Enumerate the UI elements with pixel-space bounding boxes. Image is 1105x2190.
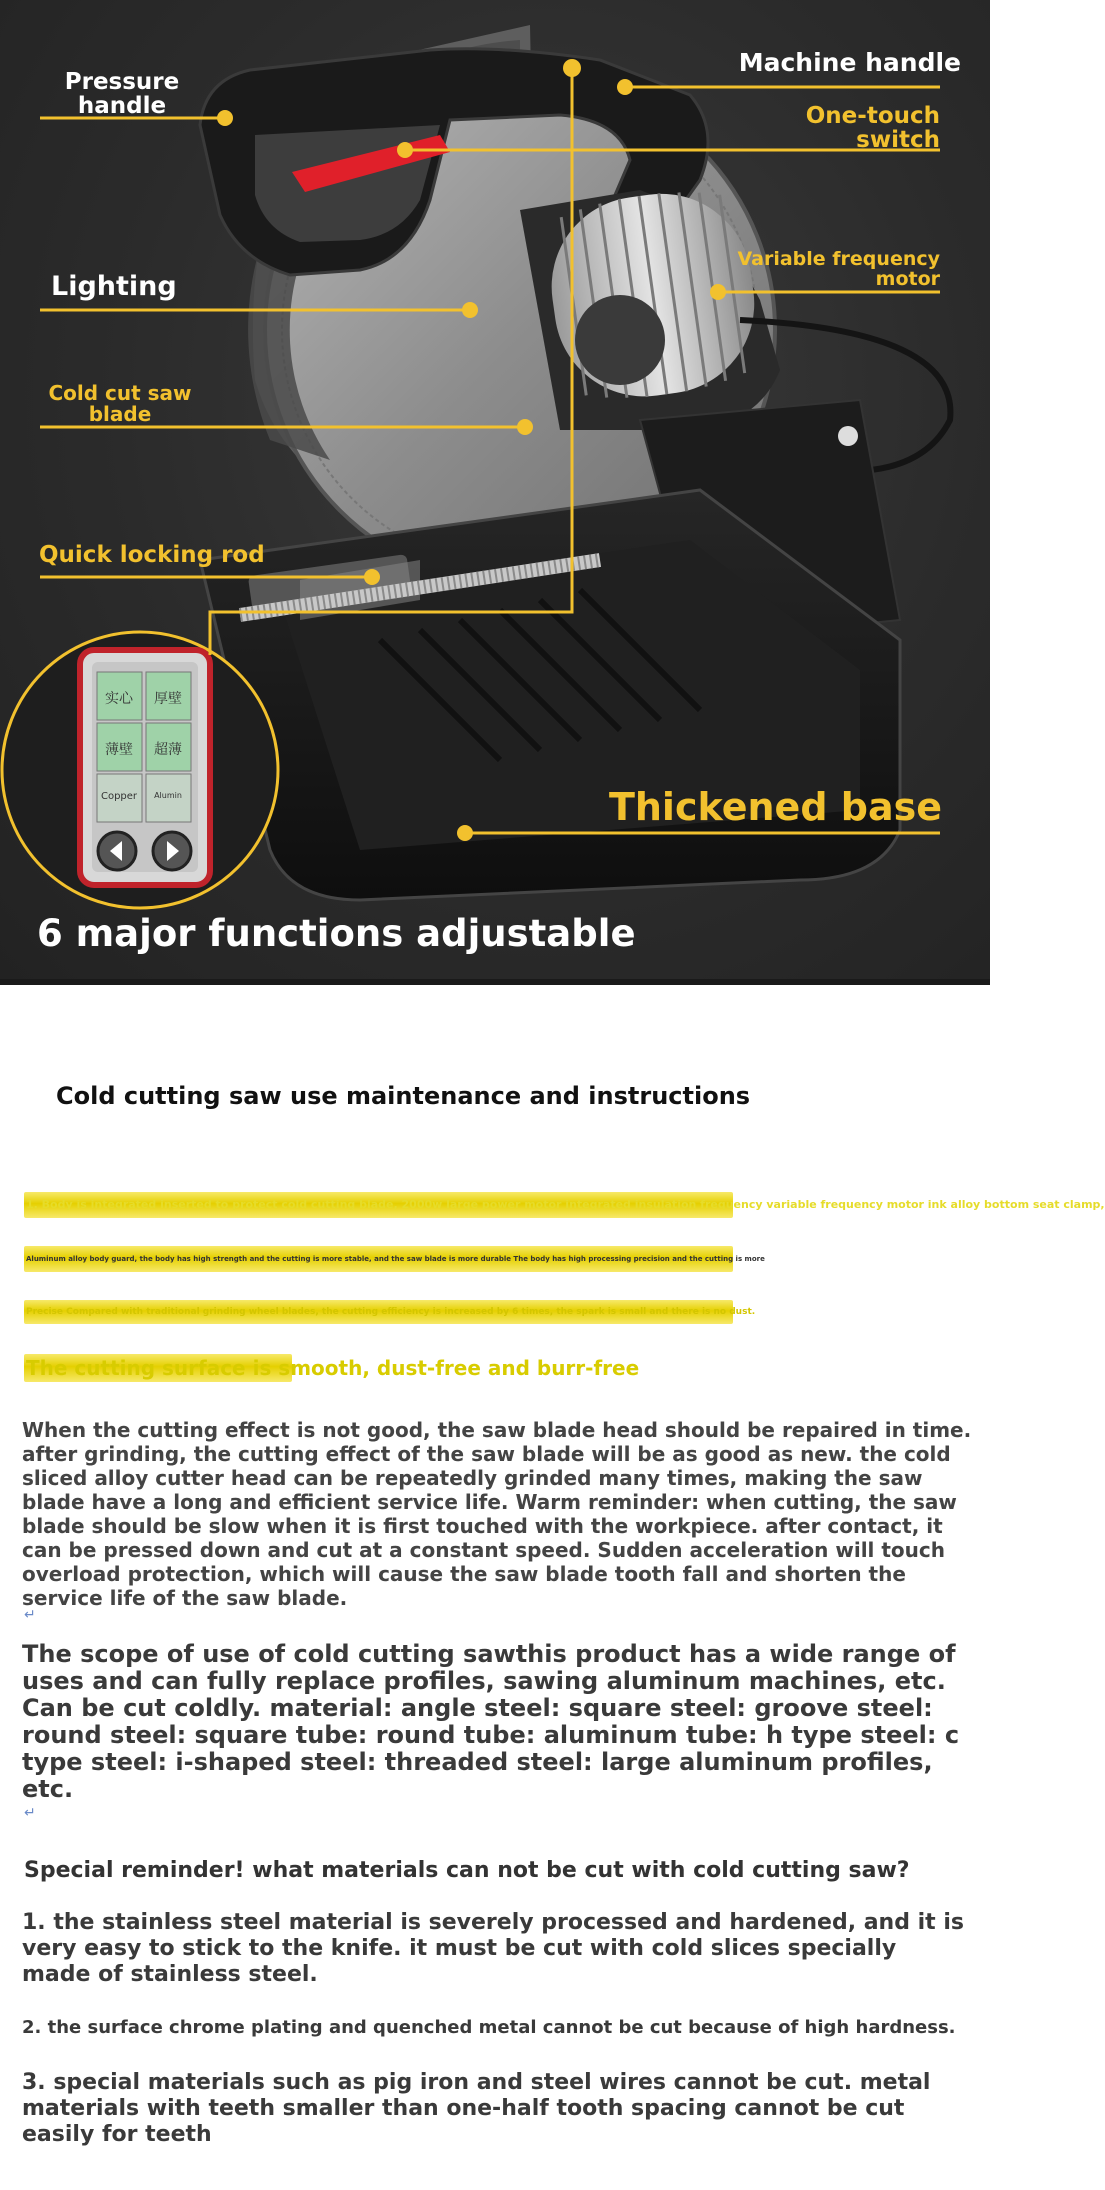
callout-lighting: Lighting bbox=[51, 271, 177, 302]
hero-divider bbox=[0, 979, 990, 985]
scope-of-use-paragraph: The scope of use of cold cutting sawthis product has a wide range of uses and can fully replace profiles, sawing aluminum machines, etc. Can be cut coldly. material: angle steel: square steel: groove steel: round steel: square tube: round tube: aluminum tube: h type steel: c type steel: i-shaped steel: threaded steel: large aluminum profiles, etc. bbox=[22, 1640, 960, 1803]
cutting-effect-paragraph: When the cutting effect is not good, the saw blade head should be repaired in time. after grinding, the cutting effect of the saw blade will be as good as new. the cold sliced alloy cutter head can be repeatedly grinded many times, making the saw blade have a long and efficient service life. Warm reminder: when cutting, the saw blade should be slow when it is first touched with the workpiece. after contact, it can be pressed down and cut at a constant speed. Sudden acceleration will touch overload protection, which will cause the saw blade tooth fall and shorten the service life of the saw blade. bbox=[22, 1418, 972, 1610]
panel-key-label: 厚壁 bbox=[154, 691, 182, 707]
panel-key-label: Copper bbox=[100, 791, 138, 802]
callout-quick-locking-rod: Quick locking rod bbox=[39, 542, 265, 568]
functions-caption: 6 major functions adjustable bbox=[37, 912, 636, 955]
reminder-item: 2. the surface chrome plating and quenched metal cannot be cut because of high hardness. bbox=[22, 2017, 956, 2038]
special-reminder-heading: Special reminder! what materials can not be cut with cold cutting saw? bbox=[24, 1858, 910, 1883]
panel-key-label: 实心 bbox=[105, 691, 133, 707]
highlight-text: The cutting surface is smooth, dust-free and burr-free bbox=[26, 1356, 640, 1380]
highlight-text: Aluminum alloy body guard, the body has high strength and the cutting is more stable, and the saw blade is more durable The body has high processing precision and the cutting is more bbox=[26, 1255, 765, 1263]
product-hero-image bbox=[0, 0, 990, 985]
panel-key-label: Alumin bbox=[154, 791, 182, 800]
control-panel-inset bbox=[2, 632, 278, 908]
return-mark-icon: ↵ bbox=[24, 1607, 36, 1623]
callout-variable-frequency-motor: Variable frequency motor bbox=[737, 248, 940, 290]
callout-cold-cut-saw-blade: Cold cut saw blade bbox=[48, 381, 192, 426]
panel-key-label: 超薄 bbox=[154, 742, 182, 758]
highlight-text: 1. Body is integrated inserted to protect cold cutting blade, 2000w large power motor integrated insulation frequency variable frequency motor ink alloy bottom seat clamp, bbox=[26, 1198, 1105, 1211]
instructions-title: Cold cutting saw use maintenance and instructions bbox=[56, 1082, 751, 1110]
reminder-item: 1. the stainless steel material is severely processed and hardened, and it is very easy to stick to the knife. it must be cut with cold slices specially made of stainless steel. bbox=[22, 1910, 964, 1987]
callout-pressure-handle: Pressure handle bbox=[64, 69, 180, 120]
return-mark-icon: ↵ bbox=[24, 1805, 36, 1821]
highlight-text: Precise Compared with traditional grinding wheel blades, the cutting efficiency is increased by 6 times, the spark is small and there is no dust. bbox=[26, 1307, 756, 1317]
callout-one-touch-switch: One-touch switch bbox=[805, 103, 940, 154]
reminder-item: 3. special materials such as pig iron and steel wires cannot be cut. metal materials with teeth smaller than one-half tooth spacing cannot be cut easily for teeth bbox=[22, 2070, 931, 2147]
callout-machine-handle: Machine handle bbox=[738, 48, 961, 77]
panel-key-label: 薄壁 bbox=[105, 742, 133, 758]
callout-thickened-base: Thickened base bbox=[608, 785, 942, 829]
